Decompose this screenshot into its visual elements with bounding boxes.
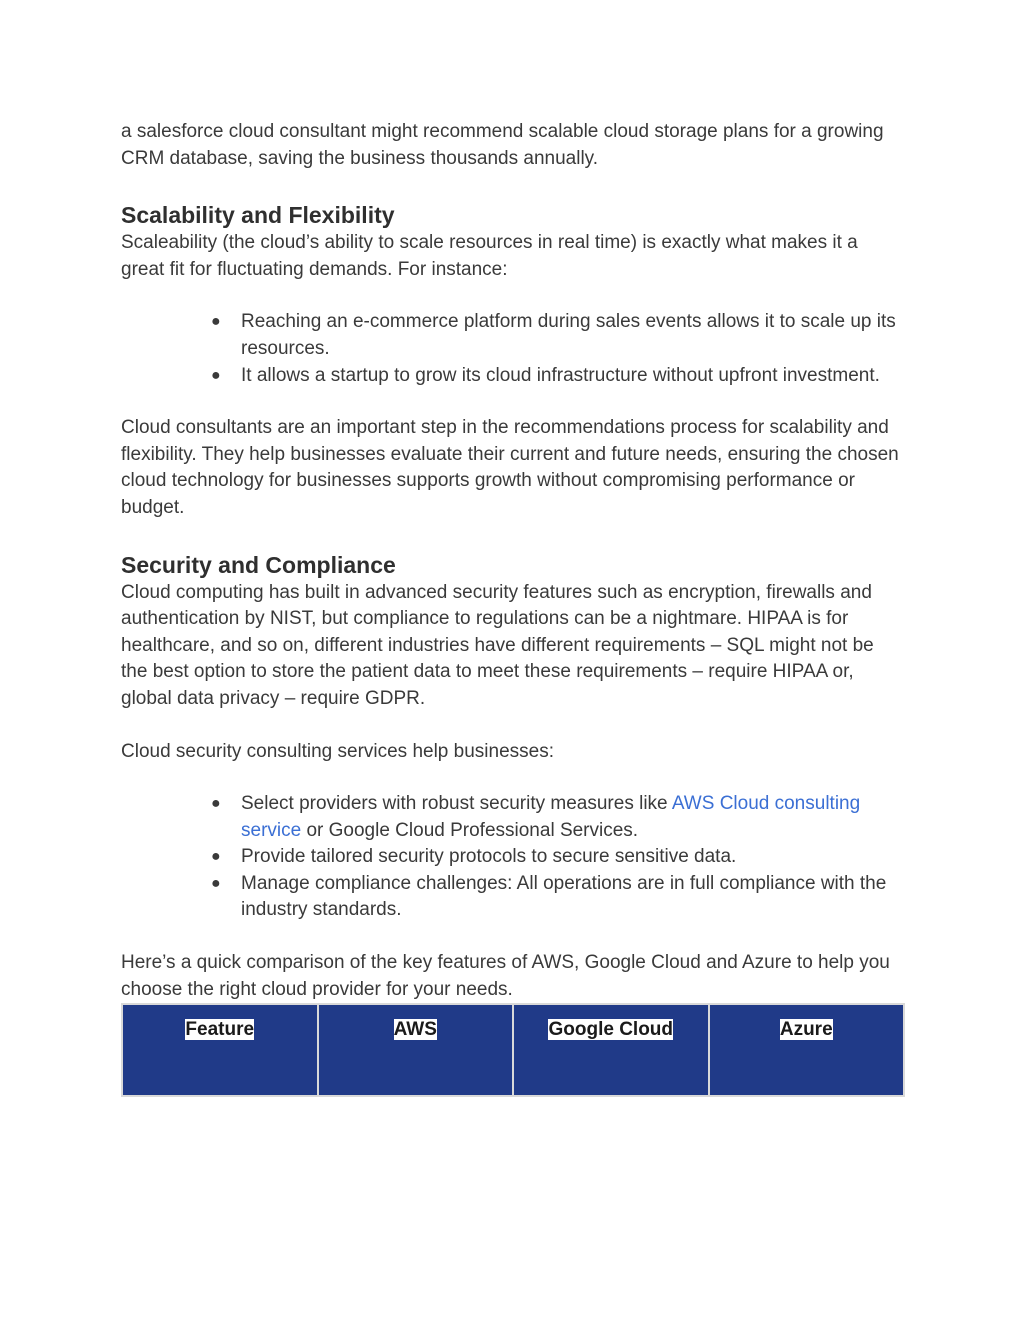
comparison-intro-paragraph: Here’s a quick comparison of the key features of AWS, Google Cloud and Azure to help you choose the right cloud provider for your needs. <box>121 952 890 1000</box>
security-paragraph: Cloud computing has built in advanced security features such as encryption, firewalls and authentication by NIST, but compliance to regulations can be a nightmare. HIPAA is for healthcare, and so on, different industries have different requirements – SQL might not be the best option to store the patient data to meet these requirements – require HIPAA or, global data privacy – require GDPR. <box>121 581 874 709</box>
bullet-icon: ● <box>211 366 221 384</box>
bullet-icon: ● <box>211 795 221 813</box>
bullet-icon: ● <box>211 848 221 866</box>
bullet-icon: ● <box>211 313 221 331</box>
list-item-text: Provide tailored security protocols to secure sensitive data. <box>241 846 737 868</box>
list-item-text: It allows a startup to grow its cloud infrastructure without upfront investment. <box>241 364 880 386</box>
list-item-text-before: Select providers with robust security measures like <box>241 793 672 815</box>
table-header-feature: Feature <box>122 1004 318 1096</box>
security-heading: Security and Compliance <box>121 551 396 578</box>
security-bullet-list <box>121 791 905 924</box>
list-item <box>121 309 905 362</box>
list-item-text-after: or Google Cloud Professional Services. <box>301 819 639 841</box>
bullet-icon: ● <box>211 874 221 892</box>
list-item <box>121 844 905 871</box>
list-item-text: Reaching an e-commerce platform during sales events allows it to scale up its resources. <box>241 311 896 359</box>
scalability-bullet-list <box>121 309 905 389</box>
security-paragraph-2: Cloud security consulting services help businesses: <box>121 740 554 762</box>
list-item <box>121 363 905 390</box>
aws-cloud-consulting-link[interactable]: AWS Cloud consulting service <box>241 793 861 841</box>
table-header-azure: Azure <box>709 1004 905 1096</box>
list-item <box>121 791 905 844</box>
table-header-google-cloud: Google Cloud <box>513 1004 709 1096</box>
scalability-paragraph-2: Cloud consultants are an important step in the recommendations process for scalability and flexibility. They help businesses evaluate their current and future needs, ensuring the chosen cloud technology for businesses supports growth without compromising performance or budget. <box>121 417 899 518</box>
table-header-aws: AWS <box>318 1004 514 1096</box>
list-item <box>121 871 905 924</box>
scalability-paragraph: Scaleability (the cloud’s ability to scale resources in real time) is exactly what makes it a great fit for fluctuating demands. For instance: <box>121 232 858 280</box>
list-item-text: Manage compliance challenges: All operations are in full compliance with the industry standards. <box>241 872 887 921</box>
table-header-row <box>122 1004 904 1096</box>
scalability-heading: Scalability and Flexibility <box>121 202 395 229</box>
document-page <box>121 119 905 1097</box>
comparison-table <box>121 1003 905 1097</box>
intro-paragraph: a salesforce cloud consultant might recommend scalable cloud storage plans for a growing CRM database, saving the business thousands annually. <box>121 121 884 169</box>
